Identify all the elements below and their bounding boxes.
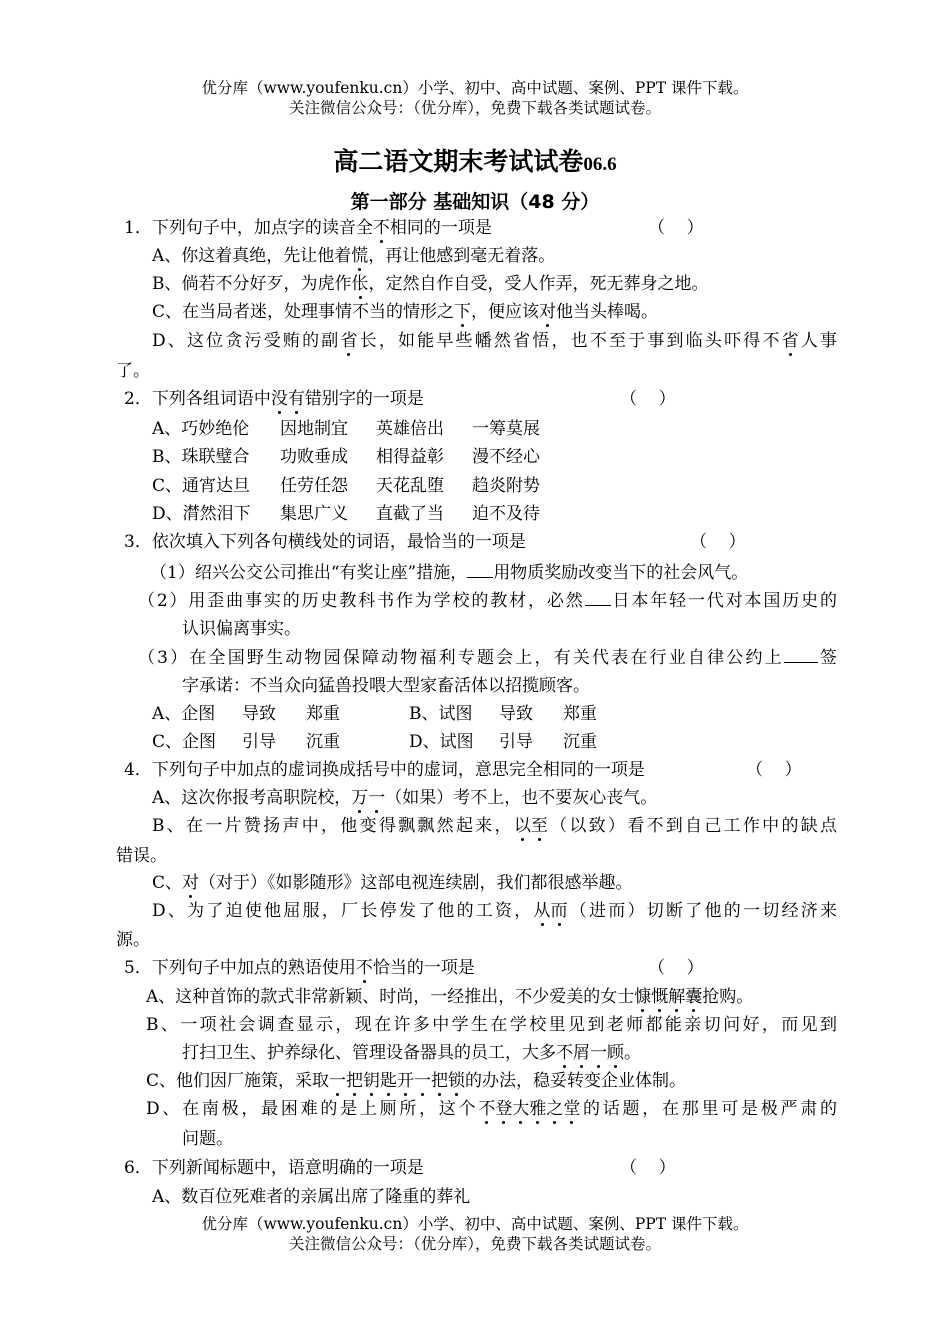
- q2-answer-paren: （ ）: [620, 389, 676, 409]
- q1-option-b: B、倘若不分好歹，为虎作伥，定然自作自受，受人作弄，死无葬身之地。: [152, 274, 709, 294]
- header-line-2: 关注微信公众号：（优分库），免费下载各类试题试卷。: [288, 99, 661, 117]
- q3-option-c: C、企图 引导 沉重: [152, 732, 340, 752]
- header-line-1: 优分库（www.youfenku.cn）小学、初中、高中试题、案例、PPT 课件下载。: [201, 79, 749, 97]
- q4-option-c: C、对（对于）《如影随形》这部电视连续剧，我们都很感举趣。: [152, 873, 633, 893]
- q3-option-b: B、试图 导致 郑重: [409, 704, 597, 724]
- title-main: 高二语文期末考试试卷: [333, 147, 584, 176]
- q3-option-a: A、企图 导致 郑重: [152, 704, 340, 724]
- q4-stem: 4．下列句子中加点的虚词换成括号中的虚词，意思完全相同的一项是: [124, 760, 645, 780]
- q3-blank-3: [784, 646, 818, 663]
- q2-option-a: A、巧妙绝伦 因地制宜 英雄倍出 一筹莫展: [152, 419, 540, 439]
- q1-option-c: C、在当局者迷，处理事情不当的情形之下，便应该对他当头棒喝。: [152, 302, 659, 322]
- footer-line-2: 关注微信公众号：（优分库），免费下载各类试题试卷。: [288, 1235, 661, 1253]
- q2-stem: 2．下列各组词语中没有错别字的一项是: [124, 389, 424, 409]
- q3-option-d: D、试图 引导 沉重: [409, 732, 597, 752]
- q3-sentence-1: （1）绍兴公交公司推出“有奖让座”措施， 用物质奖励改变当下的社会风气。: [150, 563, 749, 583]
- q2-option-b: B、珠联璧合 功败垂成 相得益彰 漫不经心: [152, 447, 540, 467]
- q2-option-c: C、通宵达旦 任劳任怨 天花乱堕 趋炎附势: [152, 476, 540, 496]
- q5-option-a: A、这种首饰的款式非常新颖、时尚，一经推出，不少爱美的女士慷慨解囊抢购。: [146, 987, 754, 1007]
- q5-option-d-cont: 问题。: [182, 1129, 233, 1149]
- q1-stem: 1．下列句子中，加点字的读音全不相同的一项是: [124, 218, 492, 238]
- q3-blank-1: [467, 561, 493, 578]
- q3-answer-paren: （ ）: [690, 532, 746, 552]
- title-num: 06.6: [583, 154, 617, 175]
- q4-option-d: D、为了迫使他屈服，厂长停发了他的工资，从而（进而）切断了他的一切经济来: [152, 901, 837, 921]
- q4-option-a: A、这次你报考高职院校，万一（如果）考不上，也不要灰心丧气。: [152, 788, 658, 808]
- q5-stem: 5．下列句子中加点的熟语使用不恰当的一项是: [124, 958, 475, 978]
- q3-sentence-3-cont: 字承诺：不当众向猛兽投喂大型家畜活体以招揽顾客。: [182, 676, 590, 696]
- q6-option-a: A、数百位死难者的亲属出席了隆重的葬礼: [152, 1187, 471, 1207]
- q1-option-d-cont: 了。: [116, 361, 150, 381]
- section-heading: 第一部分 基础知识（48 分）: [350, 191, 600, 213]
- page-title: [0, 147, 950, 180]
- q3-sentence-2-cont: 认识偏离事实。: [182, 619, 301, 639]
- footer-line-1: 优分库（www.youfenku.cn）小学、初中、高中试题、案例、PPT 课件下载。: [201, 1215, 749, 1233]
- q3-stem: 3．依次填入下列各句横线处的词语，最恰当的一项是: [124, 532, 526, 552]
- q5-option-c: C、他们因厂施策，采取一把钥匙开一把锁的办法，稳妥转变企业体制。: [146, 1071, 687, 1091]
- q4-option-d-cont: 源。: [116, 930, 150, 950]
- q5-option-d: D、在南极，最困难的是上厕所，这个不登大雅之堂的话题，在那里可是极严肃的: [146, 1099, 838, 1119]
- q1-answer-paren: （ ）: [648, 218, 704, 238]
- q6-answer-paren: （ ）: [620, 1158, 676, 1178]
- q2-option-d: D、潸然泪下 集思广义 直截了当 迫不及待: [152, 504, 540, 524]
- q4-answer-paren: （ ）: [746, 760, 802, 780]
- q4-option-b-cont: 错误。: [116, 846, 167, 866]
- q5-answer-paren: （ ）: [648, 958, 704, 978]
- q3-blank-2: [585, 589, 611, 606]
- q5-option-b: B、一项社会调查显示，现在许多中学生在学校里见到老师都能亲切问好，而见到: [146, 1015, 837, 1035]
- q4-option-b: B、在一片赞扬声中，他变得飘飘然起来，以至（以致）看不到自己工作中的缺点: [152, 816, 838, 836]
- q3-sentence-3: （3）在全国野生动物园保障动物福利专题会上，有关代表在行业自律公约上 签: [138, 648, 837, 668]
- q3-sentence-2: （2）用歪曲事实的历史教科书作为学校的教材，必然 日本年轻一代对本国历史的: [138, 591, 837, 611]
- q1-option-d: D、这位贪污受贿的副省长，如能早些幡然省悟，也不至于事到临头吓得不省人事: [152, 331, 838, 351]
- q1-option-a: A、你这着真绝，先让他着慌，再让他感到毫无着落。: [152, 246, 556, 266]
- q6-stem: 6．下列新闻标题中，语意明确的一项是: [124, 1158, 424, 1178]
- q5-option-b-cont: 打扫卫生、护养绿化、管理设备器具的员工，大多不屑一顾。: [182, 1043, 641, 1063]
